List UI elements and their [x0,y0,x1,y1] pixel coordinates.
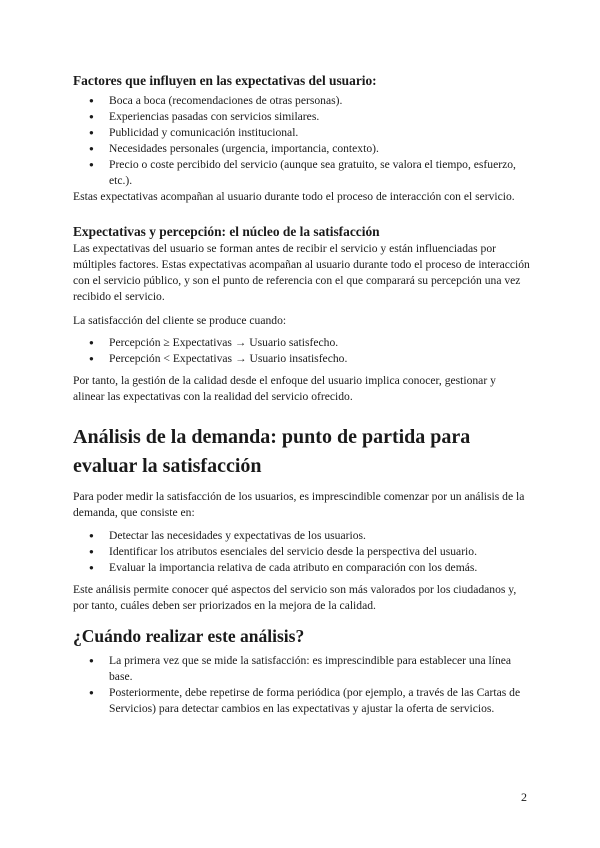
list-item: ● La primera vez que se mide la satisfacción: es imprescindible para establecer una línea base. [73,653,530,685]
paragraph: La satisfacción del cliente se produce cuando: [73,314,287,327]
list-item: ● Evaluar la importancia relativa de cada atributo en comparación con los demás. [73,560,530,576]
list-item: ● Boca a boca (recomendaciones de otras personas). [73,93,530,109]
list-item: ● Publicidad y comunicación institucional. [73,125,530,141]
list-item: ● Percepción ≥ Expectativas → Usuario satisfecho. [73,335,530,351]
page-number: 2 [521,790,527,804]
paragraph: Este análisis permite conocer qué aspectos del servicio son más valorados por los ciudadanos y, por tanto, cuáles deben ser priorizados en la mejora de la calidad. [73,583,517,612]
list-item: ● Posteriormente, debe repetirse de forma periódica (por ejemplo, a través de las Cartas de Servicios) para detectar cambios en las expectativas y ajustar la oferta de servicios. [73,685,530,717]
list-item: ● Necesidades personales (urgencia, importancia, contexto). [73,141,530,157]
list-cuando [73,653,530,717]
list-analisis [73,528,530,576]
page-content [73,72,530,717]
list-item: ● Percepción < Expectativas → Usuario insatisfecho. [73,351,530,367]
list-satisfaccion [73,335,530,367]
list-item: ● Experiencias pasadas con servicios similares. [73,109,530,125]
list-item: ● Detectar las necesidades y expectativas de los usuarios. [73,528,530,544]
paragraph: Por tanto, la gestión de la calidad desde el enfoque del usuario implica conocer, gestionar y alinear las expectativas con la realidad del servicio ofrecido. [73,374,496,403]
paragraph: Para poder medir la satisfacción de los usuarios, es imprescindible comenzar por un análisis de la demanda, que consiste en: [73,490,525,519]
heading-cuando: ¿Cuándo realizar este análisis? [73,626,305,646]
list-factores [73,93,530,189]
heading-analisis: Análisis de la demanda: punto de partida para evaluar la satisfacción [73,426,471,477]
paragraph: Estas expectativas acompañan al usuario durante todo el proceso de interacción con el servicio. [73,190,515,203]
list-item: ● Identificar los atributos esenciales del servicio desde la perspectiva del usuario. [73,544,530,560]
list-item: ● Precio o coste percibido del servicio (aunque sea gratuito, se valora el tiempo, esfuerzo, etc.). [73,157,530,189]
heading-factores: Factores que influyen en las expectativas del usuario: [73,73,377,88]
paragraph: Las expectativas del usuario se forman antes de recibir el servicio y están influenciadas por múltiples factores. Estas expectativas acompañan al usuario durante todo el proceso de interacción con el servicio público, y son el punto de referencia con el que comparará su percepción una vez recibido el servicio. [73,242,530,303]
heading-expectativas: Expectativas y percepción: el núcleo de la satisfacción [73,224,380,239]
